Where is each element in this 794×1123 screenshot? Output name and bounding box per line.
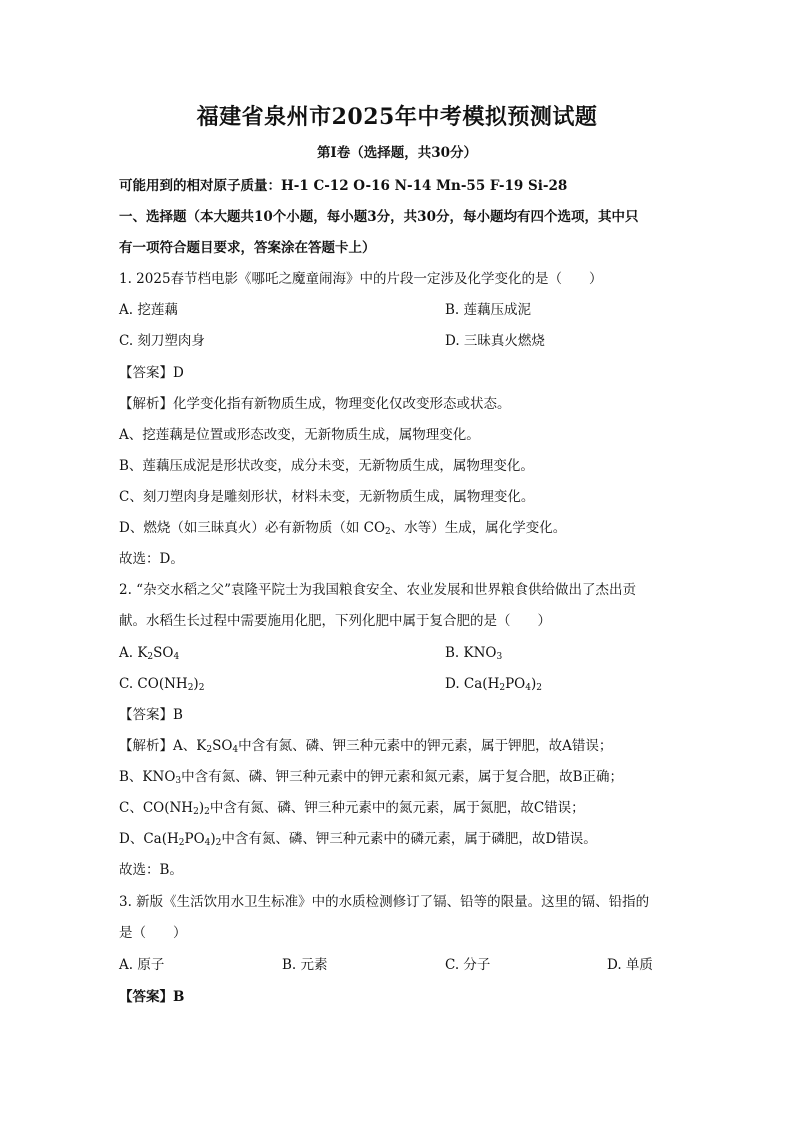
question-2-option-b [445,644,502,662]
text-part: C. CO(NH [119,676,188,692]
question-2-answer [119,706,679,724]
question-3-option-a: A. 原子 [119,957,165,973]
text-part: PO [505,676,526,692]
answer-label: 【答案】 [119,707,173,723]
atomic-mass-line: 可能用到的相对原子质量：H-1 C-12 O-16 N-14 Mn-55 F-19 Si-28 [119,178,568,194]
question-1-option-c: C. 刻刀塑肉身 [119,333,205,349]
question-2-option-c [119,675,204,693]
question-2-analysis-line-b [119,768,679,786]
text-part: A. K [119,645,148,661]
analysis-label: 【解析】 [119,738,173,754]
answer-value: B [173,989,185,1005]
question-2-analysis-line-a [119,737,679,755]
question-1-conclusion: 故选：D。 [119,551,184,567]
subscript: 3 [175,776,182,786]
subscript: 2 [536,683,542,693]
question-1-option-a: A. 挖莲藕 [119,302,178,318]
question-1-analysis-line-b: B、莲藕压成泥是形状改变，成分未变，无新物质生成，属物理变化。 [119,458,534,474]
text-part: D、Ca(H [119,831,179,847]
question-1-analysis-line-a: A、挖莲藕是位置或形态改变，无新物质生成，属物理变化。 [119,427,480,443]
answer-value: D [173,365,184,381]
subscript: 2 [206,745,213,755]
text-part: 中含有氮、磷、钾三种元素中的氮元素，属于氮肥，故C错误； [209,800,585,816]
question-3-answer [119,988,679,1006]
question-3-stem-line-2: 是（ ） [119,925,187,941]
subscript: 4 [204,838,211,848]
subscript: 2 [215,838,222,848]
text-part: 中含有氮、磷、钾三种元素中的钾元素，属于钾肥，故A错误； [238,738,613,754]
text-part: B、KNO [119,769,176,785]
text-part: D. Ca(H [445,676,500,692]
question-2-analysis-line-d [119,830,679,848]
subscript: 3 [496,652,503,662]
question-2-option-d [445,675,542,693]
question-1-option-d: D. 三昧真火燃烧 [445,333,545,349]
subscript: 2 [499,683,506,693]
analysis-text: 化学变化指有新物质生成，物理变化仅改变形态或状态。 [173,396,511,412]
question-1-analysis-line-d [119,519,679,537]
subscript: 2 [178,838,185,848]
text-part: PO [184,831,205,847]
text-part: SO [153,645,174,661]
question-1-analysis [119,395,679,413]
question-2-option-a [119,644,179,662]
subscript: 2 [193,807,199,817]
question-1-analysis-line-c: C、刻刀塑肉身是雕刻形状，材料未变，无新物质生成，属物理变化。 [119,489,535,505]
subscript: 4 [232,745,239,755]
subscript: 2 [187,683,194,693]
text-part: ) [530,676,537,692]
subscript: 2 [198,683,205,693]
text-part: B. KNO [445,645,497,661]
subscript: 4 [525,683,531,693]
question-2-analysis-line-c [119,799,679,817]
subscript: 2 [204,807,210,817]
question-3-option-c: C. 分子 [445,957,491,973]
text-part: D、燃烧（如三昧真火）必有新物质（如 CO [119,520,386,536]
question-3-option-b: B. 元素 [282,957,328,973]
question-3-option-d: D. 单质 [607,957,653,973]
question-1-answer [119,364,679,382]
subscript: 2 [147,652,154,662]
analysis-label: 【解析】 [119,396,173,412]
question-2-conclusion: 故选：B。 [119,862,183,878]
section-instruction-line-2: 有一项符合题目要求，答案涂在答题卡上） [119,240,376,256]
question-3-stem-line-1: 3. 新版《生活饮用水卫生标准》中的水质检测修订了镉、铅等的限量。这里的镉、铅指的 [119,894,650,910]
text-part: SO [212,738,233,754]
section-subtitle: 第I卷（选择题，共30分） [316,145,478,161]
text-part: C、CO(NH [119,800,194,816]
question-1-option-b: B. 莲藕压成泥 [445,302,532,318]
subscript: 4 [173,652,180,662]
subscript: 2 [385,527,391,537]
text-part: ) [210,831,216,847]
text-part: ) [198,800,205,816]
text-part: 中含有氮、磷、钾三种元素中的磷元素，属于磷肥，故D错误。 [221,831,597,847]
question-1-stem: 1. 2025春节档电影《哪吒之魔童闹海》中的片段一定涉及化学变化的是（ ） [119,271,603,287]
text-part: ) [193,676,199,692]
answer-label: 【答案】 [119,365,173,381]
answer-label: 【答案】 [119,989,173,1005]
question-2-stem-line-1: 2. “杂交水稻之父”袁隆平院士为我国粮食安全、农业发展和世界粮食供给做出了杰出贡 [119,582,636,598]
answer-value: B [173,707,183,723]
question-2-stem-line-2: 献。水稻生长过程中需要施用化肥，下列化肥中属于复合肥的是（ ） [119,613,551,629]
section-instruction-line-1: 一、选择题（本大题共10个小题，每小题3分，共30分，每小题均有四个选项，其中只 [119,209,639,225]
text-part: 、水等）生成，属化学变化。 [390,520,567,536]
text-part: 中含有氮、磷、钾三种元素中的钾元素和氮元素，属于复合肥，故B正确； [181,769,624,785]
page-title: 福建省泉州市2025年中考模拟预测试题 [196,104,598,130]
text-part: A、K [173,738,207,754]
